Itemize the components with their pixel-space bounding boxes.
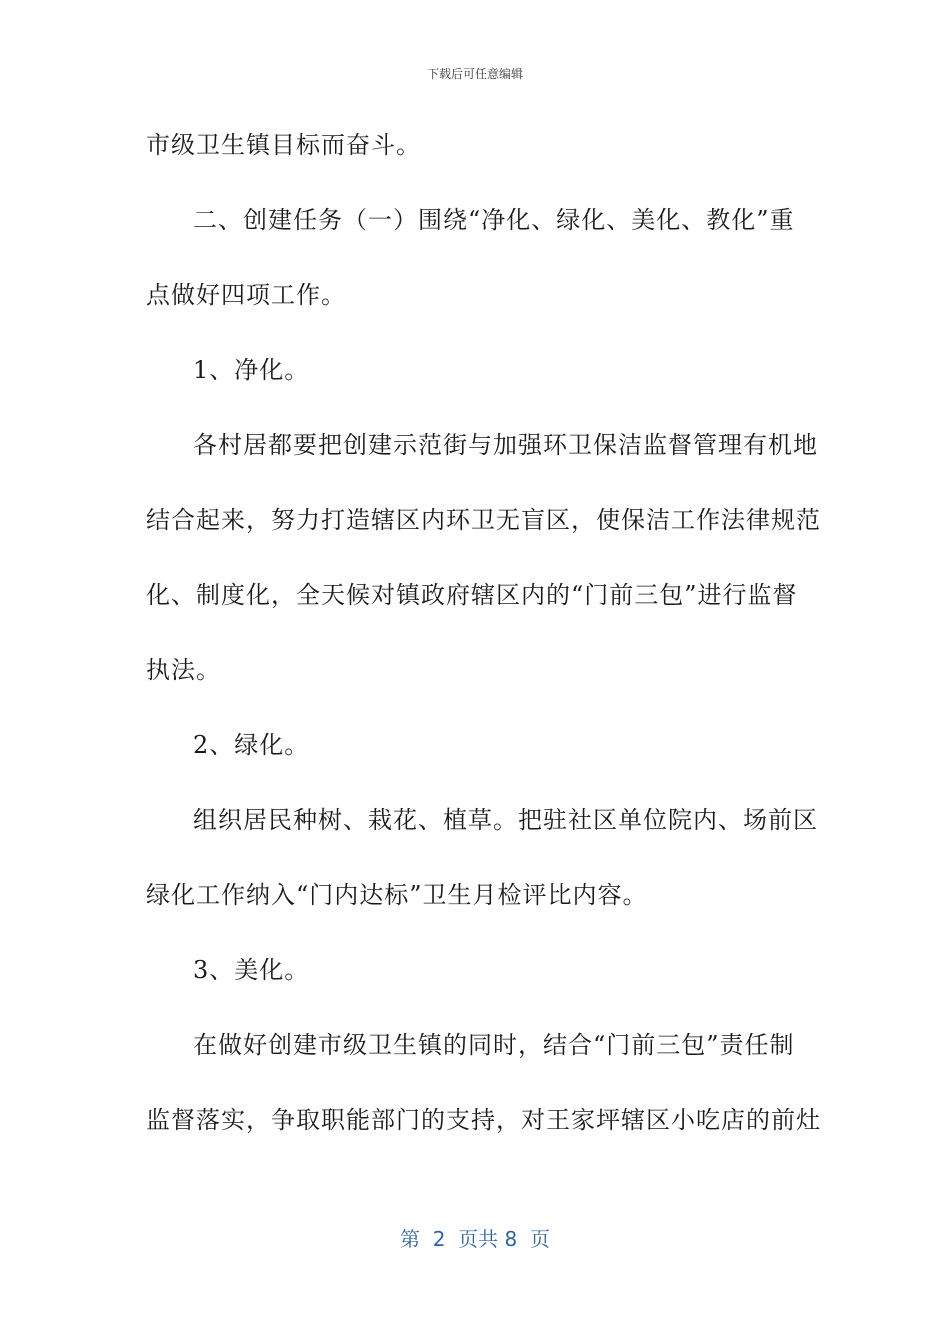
section-heading: 1、净化。 [193,356,310,384]
paragraph-line: 监督落实，争取职能部门的支持，对王家坪辖区小吃店的前灶 [146,1106,821,1134]
paragraph-line: 绿化工作纳入“门内达标”卫生月检评比内容。 [146,881,648,909]
paragraph-line: 点做好四项工作。 [146,281,346,309]
paragraph-line: 各村居都要把创建示范街与加强环卫保洁监督管理有机地 [193,431,818,459]
paragraph-line: 结合起来，努力打造辖区内环卫无盲区，使保洁工作法律规范 [146,506,821,534]
paragraph-line: 二、创建任务（一）围绕“净化、绿化、美化、教化”重 [193,206,795,234]
paragraph-line: 组织居民种树、栽花、植草。把驻社区单位院内、场前区 [193,806,818,834]
paragraph-line: 在做好创建市级卫生镇的同时，结合“门前三包”责任制 [193,1031,795,1059]
section-heading: 2、绿化。 [193,731,310,759]
page-header: 下载后可任意编辑 [426,67,523,81]
section-heading: 3、美化。 [193,956,310,984]
page-number-footer: 第 2 页共 8 页 [400,1227,550,1251]
paragraph-line: 执法。 [146,656,221,684]
body-text [146,123,821,1173]
paragraph-line: 市级卫生镇目标而奋斗。 [146,131,421,159]
paragraph-line: 化、制度化，全天候对镇政府辖区内的“门前三包”进行监督 [146,581,798,609]
